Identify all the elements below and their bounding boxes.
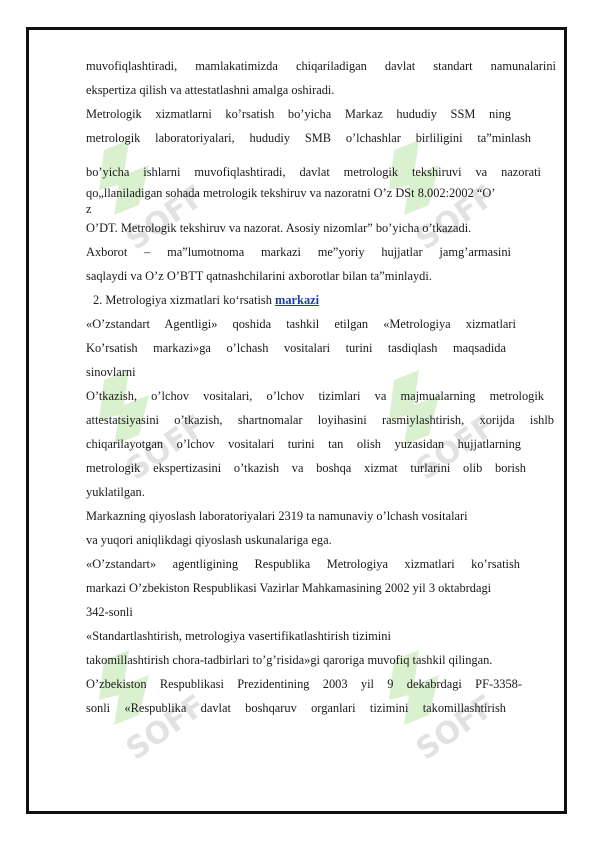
- text-line: metrologik laboratoriyalari, hududiy SMB o’lchashlar birliligini ta”minlash: [86, 131, 531, 145]
- text-line: ekspertiza qilish va attestatlashni amalga oshiradi.: [86, 83, 335, 97]
- text-line: muvofiqlashtiradi, mamlakatimizda chiqariladigan davlat standart namunalarini: [86, 59, 556, 73]
- section-heading: [86, 288, 556, 312]
- text-line: z: [86, 202, 92, 216]
- text-line: Axborot – ma”lumotnoma markazi me”yoriy hujjatlar jamg’armasini: [86, 245, 511, 259]
- page-frame: [26, 27, 567, 814]
- text-line: «Standartlashtirish, metrologiya vasertifikatlashtirish tizimini: [86, 629, 391, 643]
- text-line: O’tkazish, o’lchov vositalari, o’lchov tizimlari va majmualarning metrologik: [86, 389, 544, 403]
- heading-link[interactable]: markazi: [275, 293, 320, 307]
- document-body: [86, 54, 556, 720]
- section-heading-text: 2. Metrologiya xizmatlari koʻrsatish: [93, 293, 276, 307]
- text-line: qo„llaniladigan sohada metrologik tekshiruv va nazoratni O’z DSt 8.002:2002 “O’: [86, 186, 496, 200]
- text-line: «O’zstandart Agentligi» qoshida tashkil etilgan «Metrologiya xizmatlari: [86, 317, 516, 331]
- watermark-text: SOFF: [409, 408, 503, 488]
- text-line: 342-sonli: [86, 605, 133, 619]
- text-line: O’DT. Metrologik tekshiruv va nazorat. Asosiy nizomlar” bo’yicha o’tkazadi.: [86, 221, 472, 235]
- watermark-text: SOFF: [409, 178, 503, 258]
- text-line: takomillashtirish chora-tadbirlari to’g’risida»gi qaroriga muvofiq tashkil qilingan.: [86, 653, 493, 667]
- text-line: Ko’rsatish markazi»ga o’lchash vositalari turini tasdiqlash maqsadida: [86, 341, 506, 355]
- text-line: Markazning qiyoslash laboratoriyalari 2319 ta namunaviy o’lchash vositalari: [86, 509, 468, 523]
- watermark-text: SOFF: [119, 688, 213, 768]
- text-line: chiqarilayotgan o’lchov vositalari turini tan olish yuzasidan hujjatlarning: [86, 437, 521, 451]
- text-line: Metrologik xizmatlarni ko’rsatish bo’yicha Markaz hududiy SSM ning: [86, 107, 511, 121]
- watermark-text: SOFF: [409, 688, 503, 768]
- text-line: O’zbekiston Respublikasi Prezidentining 2003 yil 9 dekabrdagi PF-3358-: [86, 677, 522, 691]
- text-line: metrologik ekspertizasini o’tkazish va boshqa xizmat turlarini olib borish: [86, 461, 526, 475]
- watermark-text: SOFF: [119, 178, 213, 258]
- text-line: sinovlarni: [86, 365, 136, 379]
- text-line: sonli «Respublika davlat boshqaruv organlari tizimini takomillashtirish: [86, 701, 506, 715]
- text-line: attestatsiyasini o’tkazish, shartnomalar loyihasini rasmiylashtirish, xorijda ishlb: [86, 413, 554, 427]
- text-line: «O’zstandart» agentligining Respublika Metrologiya xizmatlari ko’rsatish: [86, 557, 520, 571]
- text-line: yuklatilgan.: [86, 485, 145, 499]
- text-line: va yuqori aniqlikdagi qiyoslash uskunalariga ega.: [86, 533, 332, 547]
- text-line: saqlaydi va O’z O’BTT qatnashchilarini axborotlar bilan ta”minlaydi.: [86, 269, 432, 283]
- text-line: markazi O’zbekiston Respublikasi Vazirlar Mahkamasining 2002 yil 3 oktabrdagi: [86, 581, 492, 595]
- text-line: bo’yicha ishlarni muvofiqlashtiradi, davlat metrologik tekshiruvi va nazorati: [86, 165, 541, 179]
- watermark-text: SOFF: [119, 408, 213, 488]
